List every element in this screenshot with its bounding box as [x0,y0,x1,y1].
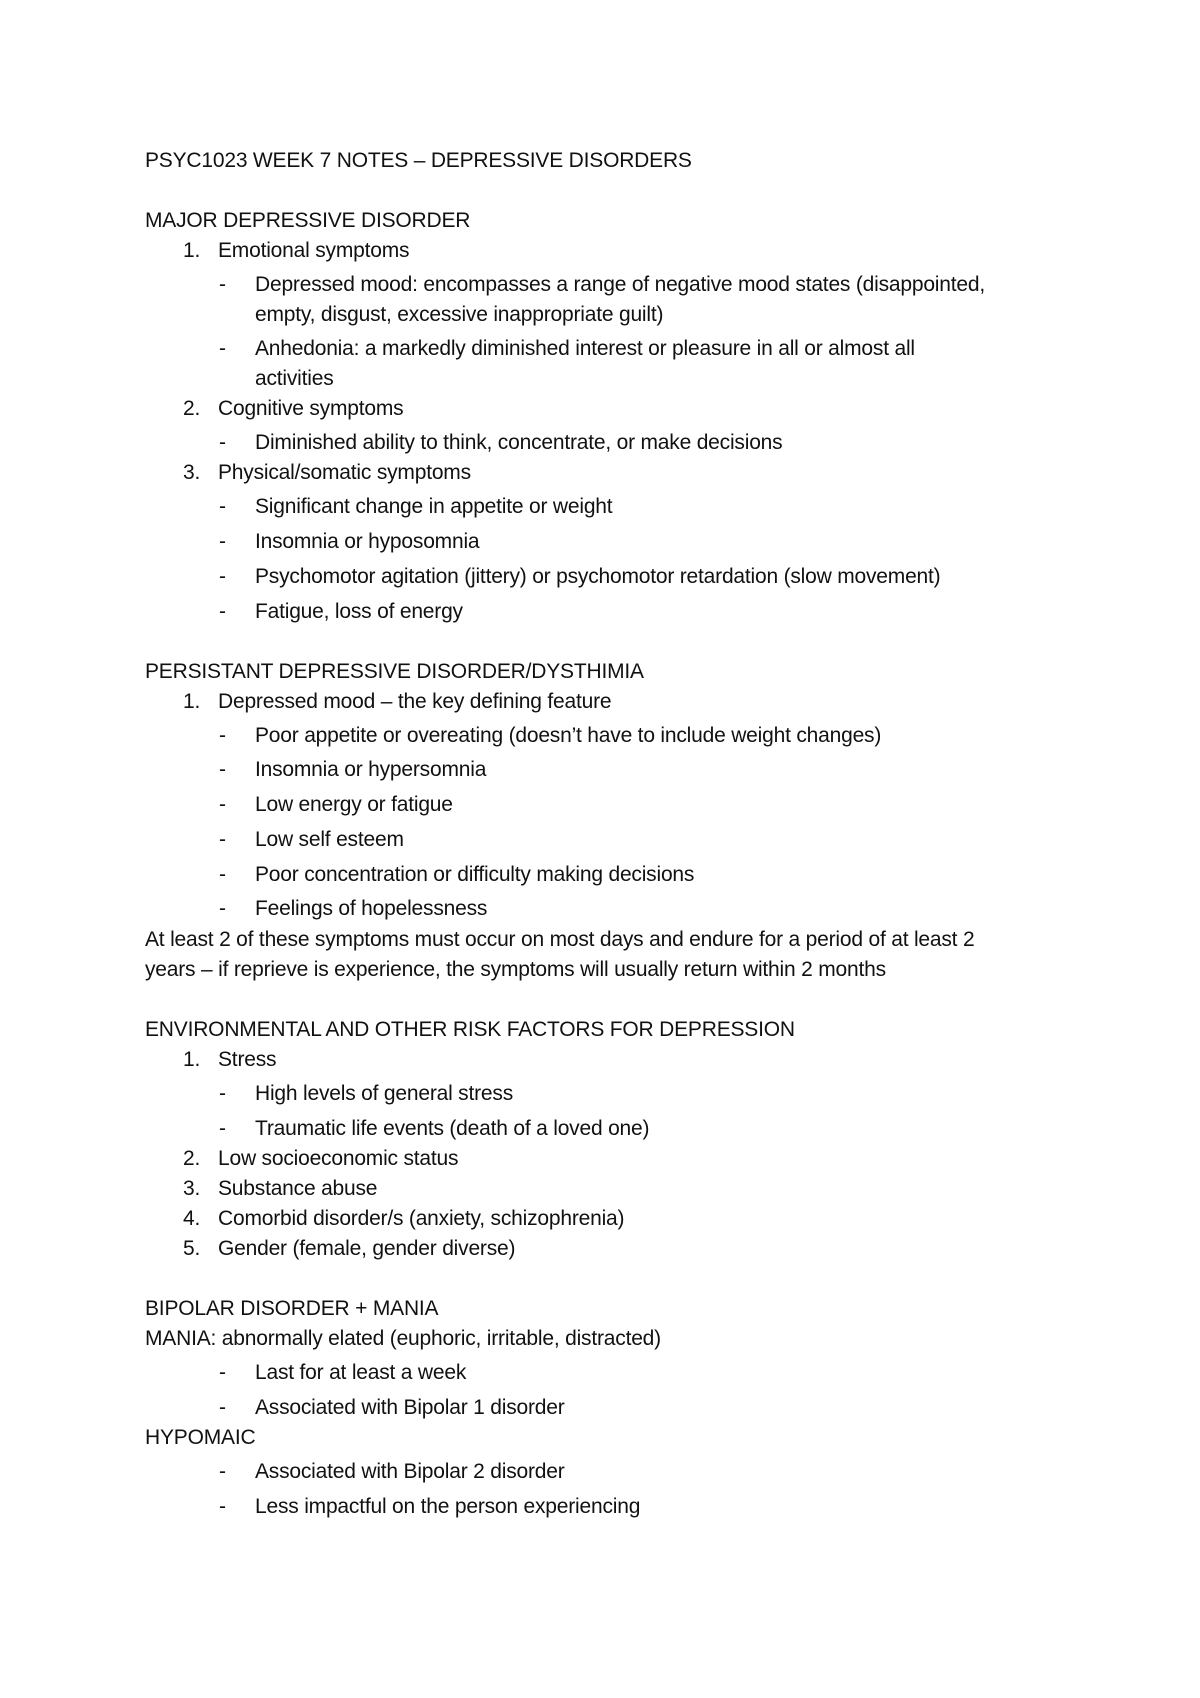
bullet-item: Low energy or fatigue [255,793,453,816]
paragraph-text: MANIA: abnormally elated (euphoric, irritable, distracted) [145,1327,661,1350]
bullet-item: Associated with Bipolar 2 disorder [255,1460,565,1483]
bullet-item: Feelings of hopelessness [255,897,488,920]
section-heading-risk: ENVIRONMENTAL AND OTHER RISK FACTORS FOR DEPRESSION [145,1018,795,1041]
list-number: 1. [183,690,201,713]
paragraph-text: years – if reprieve is experience, the symptoms will usually return within 2 months [145,958,886,981]
bullet-dash: - [219,828,226,851]
bullet-item: High levels of general stress [255,1082,513,1105]
list-number: 1. [183,239,201,262]
bullet-dash: - [219,565,226,588]
section-heading-mdd: MAJOR DEPRESSIVE DISORDER [145,209,471,232]
list-item: Gender (female, gender diverse) [218,1237,516,1260]
paragraph-text: HYPOMAIC [145,1426,256,1449]
bullet-dash: - [219,1460,226,1483]
bullet-dash: - [219,495,226,518]
bullet-dash: - [219,530,226,553]
bullet-item: Psychomotor agitation (jittery) or psychomotor retardation (slow movement) [255,565,941,588]
bullet-item: Poor concentration or difficulty making decisions [255,863,695,886]
bullet-dash: - [219,600,226,623]
bullet-item: Depressed mood: encompasses a range of negative mood states (disappointed, [255,273,985,296]
list-item: Substance abuse [218,1177,378,1200]
bullet-dash: - [219,1396,226,1419]
bullet-dash: - [219,273,226,296]
bullet-item: Fatigue, loss of energy [255,600,463,623]
list-item: Low socioeconomic status [218,1147,459,1170]
bullet-item: Associated with Bipolar 1 disorder [255,1396,565,1419]
bullet-item-continuation: empty, disgust, excessive inappropriate guilt) [255,303,664,326]
list-item: Cognitive symptoms [218,397,404,420]
list-number: 4. [183,1207,201,1230]
bullet-item: Insomnia or hyposomnia [255,530,480,553]
list-item: Depressed mood – the key defining feature [218,690,612,713]
list-number: 3. [183,1177,201,1200]
bullet-dash: - [219,897,226,920]
list-item: Emotional symptoms [218,239,410,262]
bullet-dash: - [219,1117,226,1140]
list-number: 1. [183,1048,201,1071]
bullet-dash: - [219,1082,226,1105]
bullet-item: Diminished ability to think, concentrate, or make decisions [255,431,783,454]
bullet-item: Poor appetite or overeating (doesn’t have to include weight changes) [255,724,882,747]
bullet-item: Low self esteem [255,828,404,851]
list-number: 2. [183,1147,201,1170]
bullet-dash: - [219,1361,226,1384]
bullet-dash: - [219,758,226,781]
list-number: 3. [183,461,201,484]
section-heading-pdd: PERSISTANT DEPRESSIVE DISORDER/DYSTHIMIA [145,660,644,683]
list-number: 2. [183,397,201,420]
bullet-item: Traumatic life events (death of a loved one) [255,1117,650,1140]
bullet-dash: - [219,431,226,454]
bullet-item: Less impactful on the person experiencing [255,1495,641,1518]
list-item: Stress [218,1048,277,1071]
bullet-item-continuation: activities [255,367,334,390]
bullet-item: Last for at least a week [255,1361,467,1384]
bullet-dash: - [219,1495,226,1518]
bullet-dash: - [219,337,226,360]
list-item: Comorbid disorder/s (anxiety, schizophrenia) [218,1207,625,1230]
list-item: Physical/somatic symptoms [218,461,471,484]
bullet-dash: - [219,793,226,816]
bullet-item: Significant change in appetite or weight [255,495,613,518]
bullet-dash: - [219,863,226,886]
bullet-dash: - [219,724,226,747]
paragraph-text: At least 2 of these symptoms must occur on most days and endure for a period of at least 2 [145,928,975,951]
bullet-item: Insomnia or hypersomnia [255,758,487,781]
bullet-item: Anhedonia: a markedly diminished interest or pleasure in all or almost all [255,337,915,360]
section-heading-bipolar: BIPOLAR DISORDER + MANIA [145,1297,439,1320]
document-title: PSYC1023 WEEK 7 NOTES – DEPRESSIVE DISORDERS [145,149,692,172]
list-number: 5. [183,1237,201,1260]
